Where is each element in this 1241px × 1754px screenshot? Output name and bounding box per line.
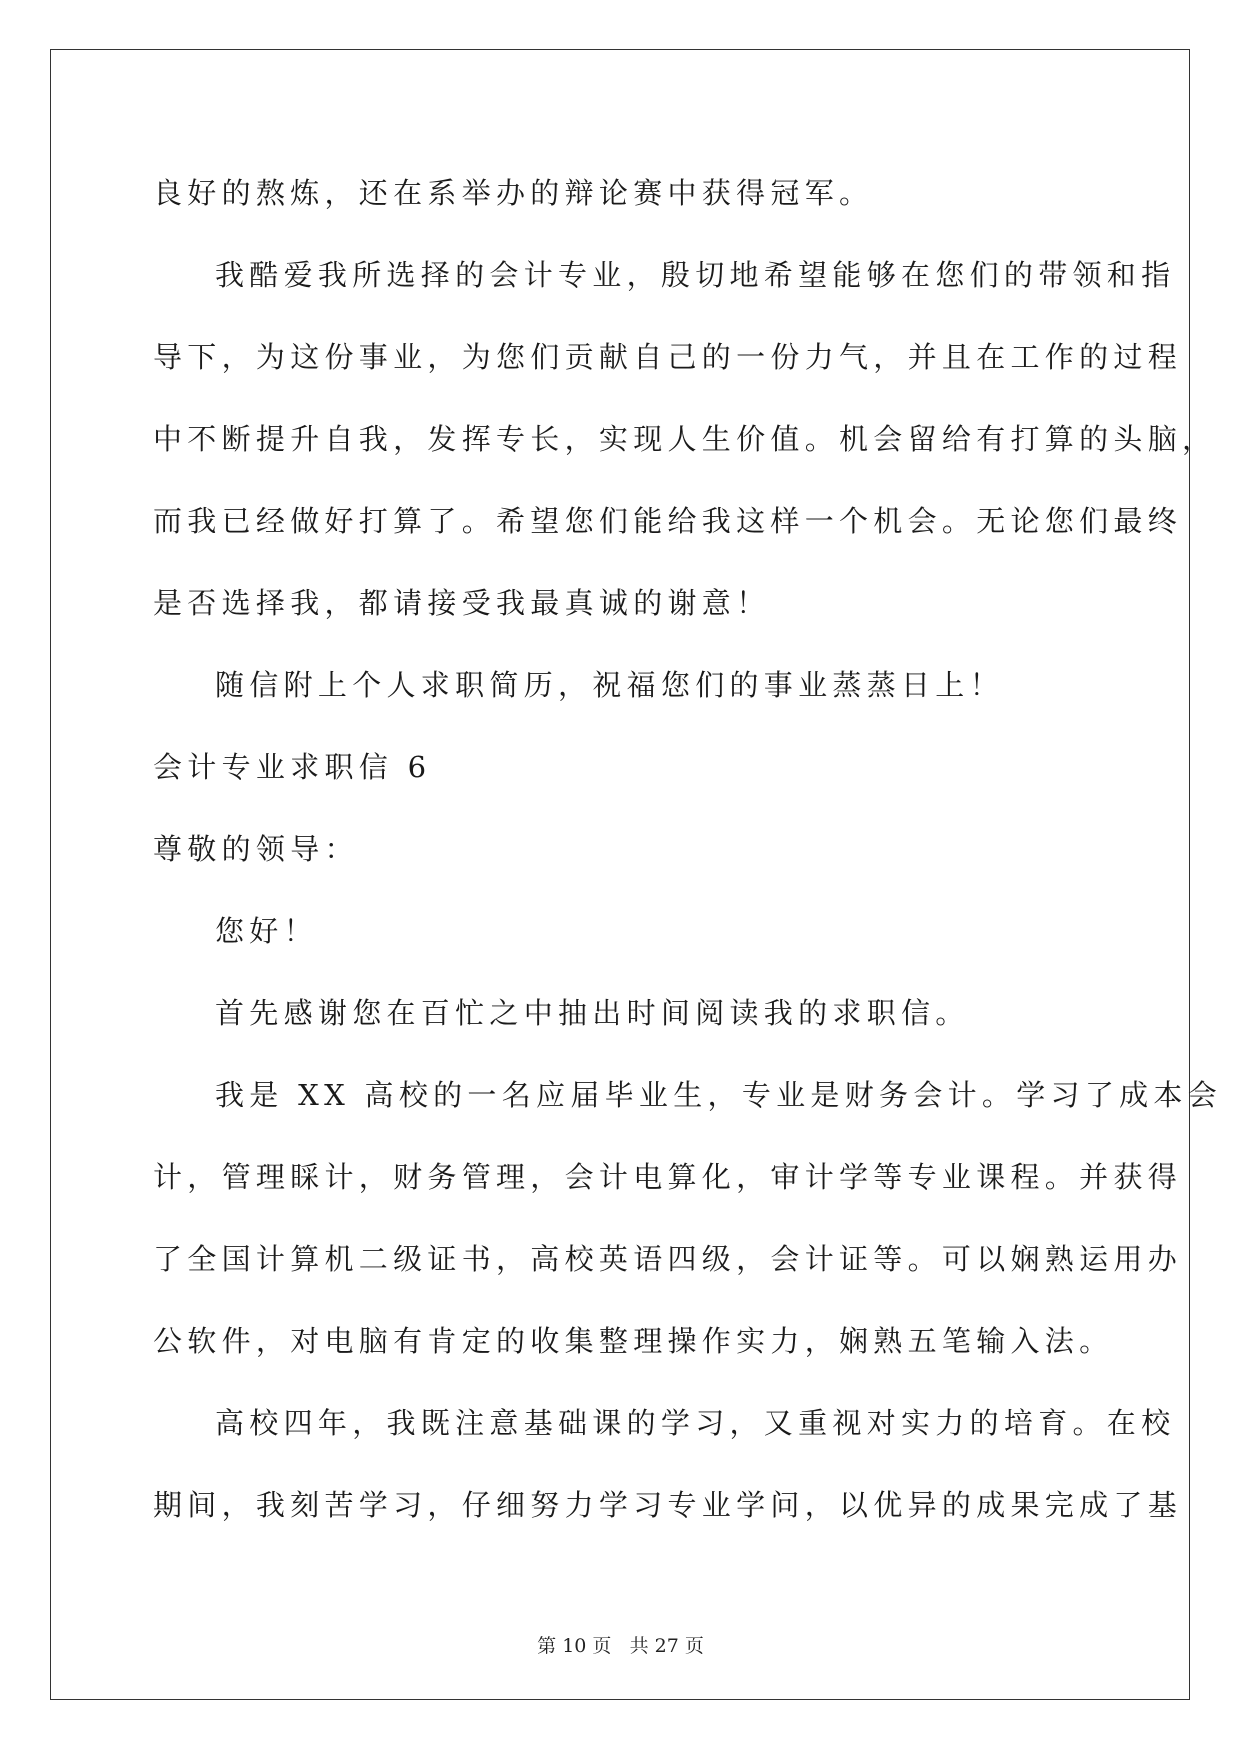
body-line: 是否选择我，都请接受我最真诚的谢意！ [153, 586, 771, 620]
body-line: 期间，我刻苦学习，仔细努力学习专业学问，以优异的成果完成了基 [153, 1488, 1183, 1522]
paragraph-start-line: 我是 XX 高校的一名应届毕业生，专业是财务会计。学习了成本会 [215, 1078, 1223, 1112]
salutation: 尊敬的领导： [153, 832, 359, 866]
greeting: 您好！ [215, 914, 318, 948]
body-line: 了全国计算机二级证书，高校英语四级，会计证等。可以娴熟运用办 [153, 1242, 1183, 1276]
paragraph-start-line: 随信附上个人求职简历，祝福您们的事业蒸蒸日上！ [215, 668, 1004, 702]
paragraph-start-line: 首先感谢您在百忙之中抽出时间阅读我的求职信。 [215, 996, 970, 1030]
page-footer [0, 1634, 1241, 1658]
section-heading: 会计专业求职信 6 [153, 750, 432, 784]
body-line: 计，管理睬计，财务管理，会计电算化，审计学等专业课程。并获得 [153, 1160, 1183, 1194]
body-line: 中不断提升自我，发挥专长，实现人生价值。机会留给有打算的头脑， [153, 422, 1217, 456]
page-total: 共 27 页 [629, 1635, 704, 1657]
body-line: 良好的熬炼，还在系举办的辩论赛中获得冠军。 [153, 176, 874, 210]
paragraph-start-line: 高校四年，我既注意基础课的学习，又重视对实力的培育。在校 [215, 1406, 1176, 1440]
page-number: 第 10 页 [537, 1635, 612, 1657]
body-line: 公软件，对电脑有肯定的收集整理操作实力，娴熟五笔输入法。 [153, 1324, 1114, 1358]
body-line: 而我已经做好打算了。希望您们能给我这样一个机会。无论您们最终 [153, 504, 1183, 538]
page-border [50, 49, 1190, 1700]
body-line: 导下，为这份事业，为您们贡献自己的一份力气，并且在工作的过程 [153, 340, 1183, 374]
paragraph-start-line: 我酷爱我所选择的会计专业，殷切地希望能够在您们的带领和指 [215, 258, 1176, 292]
